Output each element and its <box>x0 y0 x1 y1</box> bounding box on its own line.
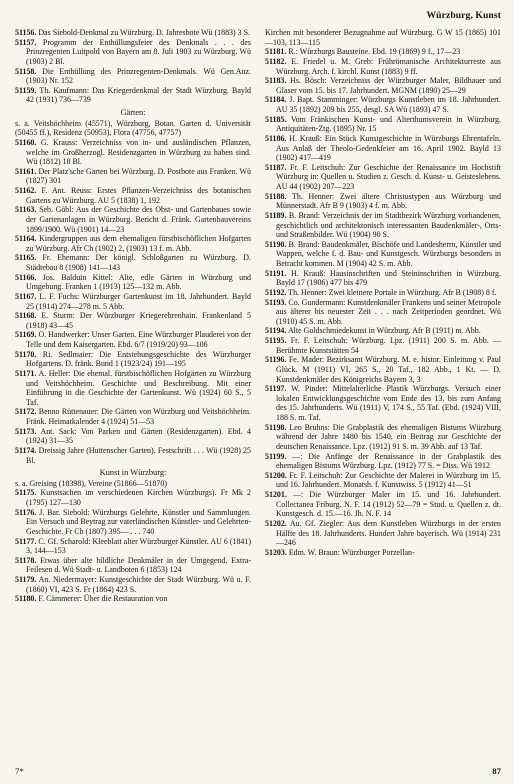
bibliography-entry <box>265 355 501 384</box>
entry-number: 51199. <box>265 451 287 461</box>
bibliography-entry <box>15 369 251 408</box>
entry-text: Co. Gundermann: Kunstdenkmäler Frankens und seiner Metropole aus älterer bis neuester Zeit . . . nach Zeitperioden geordnet. Wü (1910) 45 S. m. Abb. <box>276 297 501 326</box>
entry-number: 51163. <box>15 205 37 215</box>
bibliography-entry <box>265 240 501 269</box>
entry-number: 51187. <box>265 162 287 172</box>
entry-text: Th. Henner: Zwei kleinere Portale in Würzburg. Afr B (1908) 8 f. <box>288 287 497 297</box>
cross-reference: s. a. Veitshöchheim (45571), Würzburg, Botan. Garten d. Universität (50455 ff.), Residenz (50953), Flora (47756, 47757) <box>15 118 251 138</box>
entry-text: R.: Würzburgs Bausteine. Ebd. 19 (1869) 9 f., 17—23 <box>288 47 461 57</box>
bibliography-entry <box>15 537 251 556</box>
entry-number: 51181. <box>265 47 287 57</box>
entry-number: 51173. <box>15 426 37 436</box>
bibliography-entry <box>265 57 501 76</box>
entry-number: 51170. <box>15 349 37 359</box>
entry-text: H. Krauß: Ein Stück Kunstgeschichte in Würzburgs Ehrentafeln. Aus Anlaß der Theolo-Gedenkfeier am 16. April 1902. Bayld 13 (1902) 417—419 <box>276 133 501 163</box>
bibliography-entry <box>15 167 251 186</box>
bibliography-entry <box>15 28 251 38</box>
entry-text: O. Handwerker: Unser Garten. Eine Würzburger Plauderei von der Telle und dem Kaisergarten. Ebd. 6/7 (1919/20) 93—106 <box>26 330 252 349</box>
entry-number: 51201. <box>265 490 287 499</box>
entry-number: 51188. <box>265 191 287 201</box>
entry-number: 51164. <box>15 234 37 244</box>
entry-text: B. Brand: Verzeichnis der im Stadtbezirk Würzburg vorhandenen, geschichtlich und architektonisch interessanten Baudenkmäler-, Orts- und Straßenbilder. Wü (1904) 90 S. <box>276 210 502 240</box>
entry-text: —: Die Würzburger Maler im 15. und 16. Jahrhundert. Collectanea Friburg. N. F. 14 (1912) 52—79 = Stud. u. Quellen z. dt. Kunstgesch. d. 15.—16. Jh. N. F. 14 <box>276 490 501 519</box>
section-heading: Gärten: <box>120 108 146 117</box>
entry-text: F. Cämmerer: Über die Restauration von <box>38 594 168 604</box>
bibliography-entry <box>265 288 501 298</box>
entry-number: 51177. <box>15 536 37 546</box>
entry-text: Fr. Ehemann: Der königl. Schloßgarten zu Würzburg. D. Städtebau 8 (1908) 141—143 <box>26 253 252 272</box>
entry-number: 51192. <box>265 287 287 297</box>
bibliography-entry <box>15 350 251 369</box>
entry-number: 51203. <box>265 547 287 557</box>
entry-text: Fr. F. Leitschuh: Zur Geschichte der Malerei in Würzburg im 15. und 16. Jahrhundert. Monatsh. f. Kunstwiss. 5 (1912) 41—51 <box>276 470 502 490</box>
bibliography-entry <box>15 427 251 446</box>
bibliography-entry <box>15 594 251 604</box>
entry-number: 51178. <box>15 555 37 565</box>
entry-number: 51167. <box>15 291 37 301</box>
entry-text: Ri. Sedlmaier: Die Entstehungsgeschichte des Würzburger Hofgartens. D. fränk. Bund 1 (1923/24) 191—195 <box>26 349 251 369</box>
bibliography-entry <box>265 163 501 192</box>
entry-number: 51165. <box>15 253 37 263</box>
bibliography-entry <box>265 95 501 114</box>
entry-text: Benno Rüttenauer: Die Gärten von Würzburg und Veitshöchheim. Fränk. Heimatkalender 4 (1924) 51—53 <box>26 407 251 426</box>
page-footer <box>15 766 501 776</box>
entry-text: J. Bar. Siebold: Würzburgs Gelehrte, Künstler und Sammlungen. Ein Versuch und Beytrag zur vaterländischen Künstler- und Gelehrten-Geschichte. Fr Ch (1807) 395— . . . 740 <box>26 507 251 536</box>
entry-number: 51168. <box>15 311 37 321</box>
bibliography-entry <box>15 38 251 67</box>
running-header: Würzburg, Kunst <box>426 10 501 21</box>
entry-number: 51159. <box>15 85 37 95</box>
bibliography-entry <box>265 269 501 288</box>
entry-number: 51169. <box>15 330 37 340</box>
bibliography-entry <box>15 330 251 349</box>
entry-text: Alte Goldschmiedekunst in Würzburg. Afr B (1911) m. Abb. <box>287 326 481 336</box>
entry-number: 51160. <box>15 137 37 147</box>
bibliography-entry <box>265 452 501 471</box>
entry-text: Th. Henner: Zwei ältere Christustypen aus Würzburg und Münnerstadt. Afr B 9 (1903) 4 f. m. Abb. <box>276 191 501 211</box>
entry-number: 51202. <box>265 518 287 528</box>
entry-text: Kindergruppen aus dem ehemaligen fürstbischöflichen Hofgarten zu Würzburg. Afr Ch (1902) 2, (1903) 13 f. m. Abb. <box>26 234 251 253</box>
entry-text: Ant. Sack: Von Parken und Gärten (Residenzgarten). Ebd. 4 (1924) 31—35 <box>26 426 252 446</box>
entry-number: 51157. <box>15 37 37 47</box>
entry-number: 51183. <box>265 76 287 86</box>
two-column-body <box>15 28 501 604</box>
bibliography-entry <box>15 253 251 272</box>
entry-number: 51195. <box>265 336 287 345</box>
bibliography-entry <box>15 407 251 426</box>
entry-text: Vom Fränkischen Kunst- und Alterthumsverein in Würzburg. Antiquitäten-Ztg. (1895) Nr. 15 <box>276 114 501 134</box>
bibliography-entry <box>265 326 501 336</box>
entry-text: Fr. F. Leitschuh: Zur Geschichte der Renaissance im Hochstift Würzburg in: Quellen u. Studien z. Gesch. d. Kunst- u. Geisteslebens. AU 44 (1902) 207—223 <box>276 162 501 191</box>
bibliography-entry <box>15 205 251 234</box>
bibliography-entry <box>15 311 251 330</box>
entry-number: 51184. <box>265 95 287 105</box>
bibliography-entry <box>15 292 251 311</box>
bibliography-entry <box>265 115 501 134</box>
entry-number: 51174. <box>15 445 37 455</box>
bibliography-entry <box>15 575 251 594</box>
bibliography-entry <box>265 211 501 240</box>
entry-number: 51198. <box>265 422 287 432</box>
entry-text: Programm der Enthüllungsfeier des Denkmals . . . des Prinzregenten Luitpold von Bayern am 8. Juli 1903 zu Würzburg. Wü (1903) 2 Bl. <box>26 37 251 66</box>
section-heading: Kunst in Würzburg: <box>99 468 167 478</box>
bibliography-entry <box>265 519 501 548</box>
bibliography-entry <box>15 508 251 537</box>
entry-number: 51171. <box>15 368 37 378</box>
entry-number: 51179. <box>15 575 37 584</box>
entry-text: Th. Kaufmann: Das Kriegerdenkmal der Stadt Würzburg. Bayld 42 (1931) 736—739 <box>26 85 252 105</box>
bibliography-entry <box>265 76 501 95</box>
entry-text: Kunstsachen im verschiedenen Kirchen Würzburgs). Fr Mk 2 (1795) 127—130 <box>26 488 252 507</box>
entry-number: 51189. <box>265 210 287 220</box>
entry-text: L. F. Fuchs: Würzburger Gartenkunst im 18. Jahrhundert. Bayld 25 (1914) 274—278 m. 5 Abb. <box>26 291 251 311</box>
entry-text: Dreissig Jahre (Huttenscher Garten). Festschrift . . . Wü (1928) 25 Bl. <box>26 445 251 465</box>
entry-text: C. Gf. Scharold: Kleeblatt alter Würzburger Künstler. AU 6 (1841) 3, 144—153 <box>26 536 252 556</box>
entry-text: Au. Gf. Ziegler: Aus dem Kunstleben Würzburgs in der ersten Hälfte des 18. Jahrhunderts. Hundert Jahre bayerisch. Wü (1914) 231—246 <box>276 518 502 548</box>
bibliography-entry <box>15 234 251 253</box>
bibliography-entry <box>15 86 251 105</box>
page-number: 87 <box>492 766 501 776</box>
entry-number: 51197. <box>265 384 287 394</box>
bibliography-entry <box>15 556 251 575</box>
entry-number: 51166. <box>15 272 37 282</box>
entry-number: 51162. <box>15 186 37 195</box>
entry-text: G. Krauss: Verzeichniss von in- und ausländischen Pflanzen, welche im Großherzogl. Residenzgarten in Würzburg zu haben sind. Wü (1812) 18 Bl. <box>26 137 251 167</box>
bibliography-entry <box>15 186 251 205</box>
entry-text: J. Bapt. Stamminger: Würzburgs Kunstleben im 18. Jahrhundert. AU 35 (1892) 209 bis 255, desgl. SA Wü (1893) 47 S. <box>276 95 501 114</box>
entry-number: 51158. <box>15 66 37 76</box>
entry-number: 51161. <box>15 166 37 176</box>
entry-text: —: Die Anfänge der Renaissance in der Grabplastik des ehemaligen Bistums Würzburg. Lpz. (1912) 77 S. = Diss. Wü 1912 <box>276 451 502 471</box>
entry-number: 51186. <box>265 133 287 143</box>
right-column <box>265 28 501 604</box>
bibliography-entry <box>265 384 501 423</box>
entry-text: Edm. W. Braun: Würzburger Porzellan- <box>288 547 415 557</box>
cross-reference: Kirchen mit besonderer Bezugnahme auf Würzburg. G W 15 (1865) 101—103, 113—115 <box>265 28 501 47</box>
bibliography-entry <box>265 192 501 211</box>
entry-number: 51172. <box>15 407 37 417</box>
signature-mark: 7* <box>15 766 24 776</box>
entry-number: 51182. <box>265 56 287 66</box>
entry-number: 51156. <box>15 28 37 37</box>
entry-text: Fe. Mader: Bezirksamt Würzburg. M. e. histor. Einleitung v. Paul Glück. M (1911) VI, 265 S., 20 Taf., 182 Abb., 1 Kt. — D. Kunstdenkmäler des Königreichs Bayern 3, 3 <box>276 355 501 384</box>
bibliography-entry <box>265 298 501 327</box>
bibliography-entry <box>15 488 251 507</box>
entry-text: B. Brand: Baudenkmäler, Bischöfe und Landesherrn, Künstler und Wappen, welche f. d. Bau- und Kunstgesch. Würzburgs besonders in Betracht kommen. M (1904) 42 S. m. Abb. <box>276 239 501 268</box>
bibliography-entry <box>265 336 501 355</box>
bibliography-entry <box>265 134 501 163</box>
entry-text: E. Friedel u. M. Greb: Frührömanische Architekturreste aus Würzburg. Arch. f. kirchl. Kunst (1883) 9 ff. <box>276 56 502 76</box>
entry-number: 51191. <box>265 268 287 278</box>
entry-number: 51175. <box>15 488 37 498</box>
bibliography-entry <box>265 423 501 452</box>
entry-number: 51193. <box>265 297 287 307</box>
bibliography-entry <box>15 273 251 292</box>
entry-text: Die Enthüllung des Prinzregenten-Denkmals. Wü Gen.Anz. (1903) Nr. 152 <box>26 66 251 86</box>
bibliography-entry <box>15 138 251 167</box>
entry-number: 51196. <box>265 355 287 365</box>
entry-text: W. Pinder: Mittelalterliche Plastik Würzburgs. Versuch einer lokalen Entwicklungsgeschichte vom Ende des 13. bis zum Anfang des 15. Jahrhunderts. Wü (1911) V, 174 S., 55 Taf. (Ebd. (1924) VIII, 188 S. m. Taf. <box>276 384 502 422</box>
entry-number: 51185. <box>265 114 287 124</box>
entry-text: Leo Bruhns: Die Grabplastik des ehemaligen Bistums Würzburg während der Jahre 1480 bis 1540, ein Beitrag zur Geschichte der deutschen Renaissance. Lpz. (1912) 91 S. m. 39 Abb. auf 13 Taf. <box>276 422 501 451</box>
entry-text: Hs. Bösch: Verzeichniss der Würzburger Maler, Bildhauer und Glaser vom 15. bis 17. Jahrhundert. MGNM (1890) 25—29 <box>276 76 502 95</box>
entry-text: Fr. F. Leitschuh: Würzburg. Lpz. (1911) 200 S. m. Abb. — Berühmte Kunststätten 54 <box>276 336 501 355</box>
bibliography-entry <box>265 471 501 490</box>
left-column <box>15 28 251 604</box>
entry-text: H. Krauß: Hausinschriften und Steininschriften in Würzburg. Bayld 17 (1906) 477 bis 479 <box>276 268 501 288</box>
entry-number: 51180. <box>15 594 37 604</box>
entry-text: Das Siebold-Denkmal zu Würzburg. D. Jahresbote Wü (1883) 3 S. <box>38 28 251 37</box>
entry-number: 51200. <box>265 470 287 480</box>
entry-text: Der Platz'sche Garten bei Würzburg. D. Postbote aus Franken. Wü (1827) 301 <box>26 166 252 186</box>
entry-number: 51176. <box>15 507 37 517</box>
entry-text: F. Ant. Reuss: Erstes Pflanzen-Verzeichniss des botanischen Gartens zu Würzburg. AU 5 (1838) 1, 192 <box>26 186 251 205</box>
entry-number: 51194. <box>265 326 287 336</box>
entry-text: A. Heller: Die ehemal. fürstbischöflichen Hofgärten zu Würzburg und Veitshöchheim. Geschichte und Beschreibung. Mit einer Einführung in die Geschichte der Gartenkunst. Wü (1924) 60 S., 5 Taf. <box>26 368 252 407</box>
entry-text: Etwas über alte bildliche Denkmäler in der Umgegend. Extra-Feilesen d. Wü Stadt- u. Landboten 6 (1853) 124 <box>26 555 252 575</box>
bibliography-entry <box>265 47 501 57</box>
entry-text: An. Niedermayer: Kunstgeschichte der Stadt Würzburg. Wü u. F. (1860) VI, 423 S. Fr (1864) 423 S. <box>26 575 251 594</box>
bibliography-entry <box>15 446 251 465</box>
bibliography-entry <box>265 548 501 558</box>
bibliography-entry <box>265 490 501 519</box>
entry-text: Jos. Balduin Kittel: Alte, edle Gärten in Würzburg und Umgebung. Franken 1 (1913) 125—132 m. Abb. <box>26 272 252 292</box>
cross-reference: s. a. Greising (18398), Vereine (51866—51870) <box>15 478 167 488</box>
entry-text: Seb. Göbl: Aus der Geschichte des Obst- und Gartenbaues sowie der Gartenanlagen in Würzburg. Bericht d. Fränk. Gartenbauvereins 1899/1900. Wü (1901) 14—23 <box>26 205 252 234</box>
entry-number: 51190. <box>265 239 287 249</box>
entry-text: E. Sturm: Der Würzburger Kriegerehrenhain. Frankenland 5 (1918) 43—45 <box>26 311 252 330</box>
bibliography-entry <box>15 67 251 86</box>
